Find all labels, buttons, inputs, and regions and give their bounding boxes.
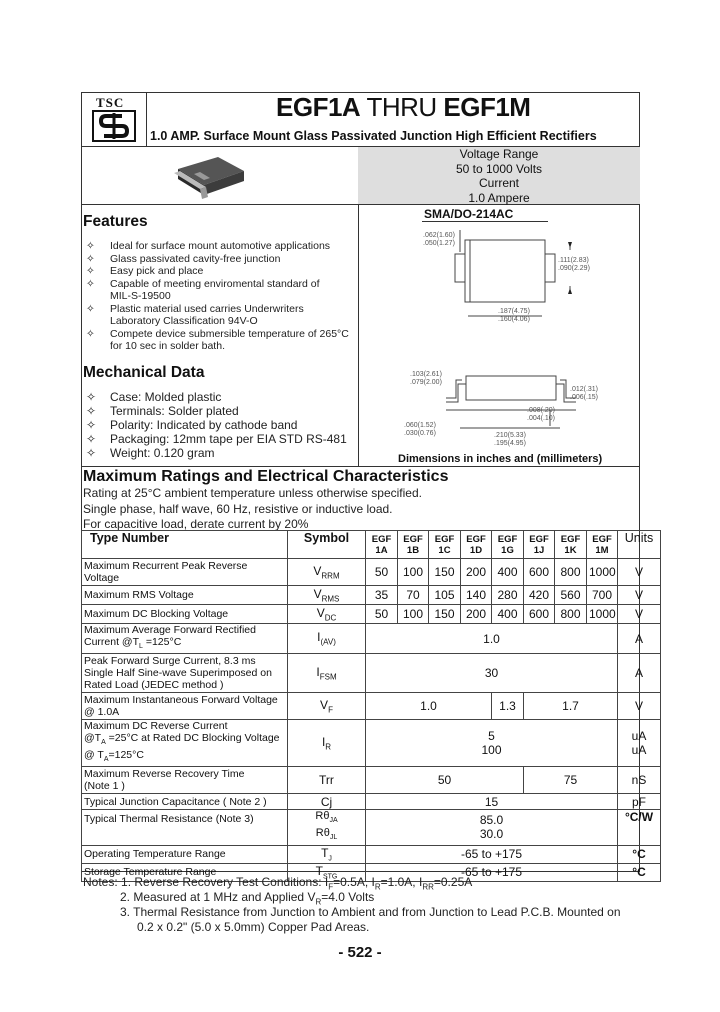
logo-text: TSC (96, 95, 125, 110)
voltage-range-label: Voltage Range (459, 147, 539, 161)
device-header: EGF 1D (461, 531, 492, 559)
voltage-range-value: 50 to 1000 Volts (455, 161, 543, 176)
table-row: Operating Temperature Range $T_J$ -65 to +175 °C (82, 845, 661, 863)
note-3: 3. Thermal Resistance from Junction to Ambient and from Junction to Lead P.C.B. Mounted on (120, 905, 621, 919)
dim-d10: .006(.15) (570, 394, 599, 401)
dim-d15: .210(5.33) (494, 432, 526, 439)
table-row: Typical Thermal Resistance (Note 3) $R\theta_{JA}$ $R\theta_{JL}$ 85.0 30.0 °C/W (82, 810, 661, 845)
section-rule (81, 466, 640, 467)
table-row: Maximum DC Reverse Current $@T_A =25^\circ C$ at Rated DC Blocking Voltage @ $T_A=125^\circ C$ $I_R$ 5 100 uA uA (82, 720, 661, 767)
device-header: EGF 1M (587, 531, 618, 559)
dim-d8: .079(2.00) (410, 379, 442, 386)
type-number-header: Type Number (82, 531, 288, 559)
dim-d5: .187(4.75) (498, 308, 530, 315)
table-header-row (82, 531, 661, 559)
list-item: ✧ Weight: 0.120 gram (86, 446, 215, 460)
units-header: Units (618, 531, 661, 559)
list-item: ✧ Ideal for surface mount automotive applications (86, 240, 331, 252)
list-item: ✧ Glass passivated cavity-free junction (86, 252, 281, 265)
page-subtitle: 1.0 AMP. Surface Mount Glass Passivated Junction High Efficient Rectifiers (150, 129, 597, 143)
note-2: 2. Measured at 1 MHz and Applied $V_R=4.0$ Volts (120, 890, 375, 907)
logo-mark-icon (92, 110, 136, 142)
device-header: EGF 1B (398, 531, 429, 559)
device-header: EGF 1C (429, 531, 461, 559)
dim-d13: .008(.20) (527, 407, 556, 414)
table-row: Maximum Instantaneous Forward Voltage @ 1.0A $V_F$ 1.0 1.3 1.7 V (82, 693, 661, 720)
dimensions-note: Dimensions in inches and (millimeters) (398, 453, 603, 465)
list-item: ✧ Compete device submersible temperature of 265°C for 10 sec in solder bath. (86, 327, 349, 352)
list-item: ✧ Easy pick and place (86, 265, 204, 277)
symbol-header: Symbol (288, 531, 366, 559)
table-row: Maximum Reverse Recovery Time (Note 1 ) Trr 50 75 nS (82, 767, 661, 794)
dim-d4: .090(2.29) (558, 265, 590, 272)
rating-note-1: Rating at 25°C ambient temperature unless otherwise specified. (83, 486, 422, 500)
dim-d6: .160(4.06) (498, 316, 530, 323)
table-row: Peak Forward Surge Current, 8.3 ms Single Half Sine-wave Superimposed on Rated Load (JEDEC method ) $I_{FSM}$ 30 A (82, 654, 661, 693)
table-row: Typical Junction Capacitance ( Note 2 ) Cj 15 pF (82, 794, 661, 810)
dim-d11: .060(1.52) (404, 422, 436, 429)
dim-d16: .195(4.95) (494, 440, 526, 447)
table-row: Maximum Recurrent Peak Reverse Voltage $V_{RRM}$ 50 100 150 200 400 600 800 1000 V (82, 559, 661, 586)
device-header: EGF 1J (524, 531, 555, 559)
electrical-characteristics-table (81, 530, 661, 882)
product-photo (170, 155, 250, 199)
current-label: Current (478, 176, 519, 190)
table-row: Maximum RMS Voltage $V_{RMS}$ 35 70 105 140 280 420 560 700 V (82, 586, 661, 605)
dim-d9: .012(.31) (570, 386, 599, 393)
package-underline (422, 221, 548, 222)
features-heading: Features (83, 213, 148, 230)
page-title: EGF1A THRU EGF1M (276, 92, 531, 122)
max-ratings-heading: Maximum Ratings and Electrical Characteristics (83, 468, 449, 485)
list-item: ✧ Capable of meeting enviromental standard of MIL-S-19500 (86, 277, 320, 302)
note-3-cont: 0.2 x 0.2" (5.0 x 5.0mm) Copper Pad Areas. (137, 920, 370, 934)
list-item: ✧ Packaging: 12mm tape per EIA STD RS-481 (86, 432, 347, 446)
logo-divider (146, 92, 147, 147)
list-item: ✧ Case: Molded plastic (86, 390, 222, 404)
device-header: EGF 1G (492, 531, 524, 559)
rating-note-2: Single phase, half wave, 60 Hz, resistive or inductive load. (83, 502, 393, 516)
feature-list (86, 240, 358, 353)
dim-d7: .103(2.61) (410, 371, 442, 378)
list-item: ✧ Terminals: Solder plated (86, 404, 239, 418)
mechanical-heading: Mechanical Data (83, 364, 205, 381)
dim-d14: .004(.10) (527, 415, 556, 422)
dim-d12: .030(0.76) (404, 430, 436, 437)
voltage-current-box (358, 147, 640, 204)
mechanical-list (86, 390, 347, 460)
device-header: EGF 1K (555, 531, 587, 559)
table-row: Storage Temperature Range $T_{STG}$ -65 to +175 °C (82, 863, 661, 881)
list-item: ✧ Plastic material used carries Underwriters Laboratory Classification 94V-O (86, 302, 304, 327)
note-1: Notes: 1. Reverse Recovery Test Conditions: $I_F=0.5A$, $I_R=1.0A$, $I_{RR}=0.25A$ (83, 875, 473, 892)
table-row: Maximum DC Blocking Voltage $V_{DC}$ 50 100 150 200 400 600 800 1000 V (82, 605, 661, 624)
dim-d1: .062(1.60) (423, 232, 455, 239)
rating-note-3: For capacitive load, derate current by 20% (83, 517, 309, 531)
list-item: ✧ Polarity: Indicated by cathode band (86, 418, 298, 432)
device-header: EGF 1A (366, 531, 398, 559)
page-number: - 522 - (338, 944, 382, 961)
package-name: SMA/DO-214AC (424, 207, 514, 221)
table-row: Maximum Average Forward Rectified Current $@T_L =125^\circ C$ $I_{(AV)}$ 1.0 A (82, 624, 661, 654)
dim-d3: .111(2.83) (558, 257, 589, 264)
current-value: 1.0 Ampere (468, 190, 530, 205)
dim-d2: .050(1.27) (423, 240, 455, 247)
tsc-logo (88, 95, 140, 143)
